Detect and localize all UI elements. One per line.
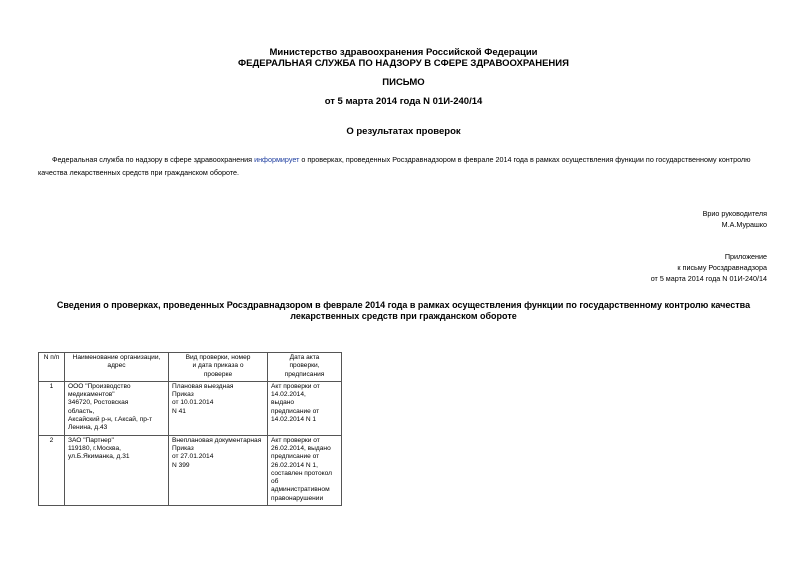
check-type-cell: Внеплановая документарная Приказ от 27.01.2014 N 399: [169, 435, 268, 505]
body-paragraph: [38, 153, 768, 179]
service-heading: ФЕДЕРАЛЬНАЯ СЛУЖБА ПО НАДЗОРУ В СФЕРЕ ЗДРАВООХРАНЕНИЯ: [238, 58, 569, 69]
doc-date-number: от 5 марта 2014 года N 01И-240/14: [324, 96, 483, 107]
check-type-cell: Плановая выездная Приказ от 10.01.2014 N 41: [169, 381, 268, 435]
doc-subject: О результатах проверок: [346, 126, 461, 137]
act-date-cell: Акт проверки от 14.02.2014, выдано предписание от 14.02.2014 N 1: [268, 381, 342, 435]
header-cell-check-type: Вид проверки, номер и дата приказа о проверке: [169, 353, 268, 382]
doc-type-heading: ПИСЬМО: [382, 77, 425, 88]
body-text-after: о проверках, проведенных Росздравнадзором в феврале 2014 года в рамках осуществления функции по государственному контролю качества лекарственных средств при гражданском обороте.: [38, 155, 751, 177]
header-cell-number: N п/п: [39, 353, 65, 382]
table-title-line-1: Сведения о проверках, проведенных Росздравнадзором в феврале 2014 года в рамках осуществления функции по государственному контролю качества: [56, 300, 751, 310]
inform-link[interactable]: информирует: [254, 155, 300, 164]
signature-name: М.А.Мурашко: [721, 220, 767, 229]
appendix-reference: к письму Росздравнадзора: [677, 263, 767, 272]
row-number: 1: [39, 381, 65, 435]
header-cell-organization: Наименование организации, адрес: [65, 353, 169, 382]
appendix-label: Приложение: [724, 252, 767, 261]
ministry-heading: Министерство здравоохранения Российской Федерации: [269, 47, 538, 58]
row-number: 2: [39, 435, 65, 505]
organization-cell: ООО "Производство медикаментов" 346720, Ростовская область, Аксайский р-н, г.Аксай, пр-т Ленина, д.43: [65, 381, 169, 435]
organization-cell: ЗАО "Партнер" 119180, г.Москва, ул.Б.Якиманка, д.31: [65, 435, 169, 505]
inspections-table: [38, 352, 342, 506]
table-header-row: [39, 353, 342, 382]
header-cell-act-date: Дата акта проверки, предписания: [268, 353, 342, 382]
table-row: [39, 381, 342, 435]
table-title-line-2: лекарственных средств при гражданском обороте: [290, 311, 517, 321]
signature-position: Врио руководителя: [702, 209, 767, 218]
body-text-before: Федеральная служба по надзору в сфере здравоохранения: [52, 155, 255, 164]
act-date-cell: Акт проверки от 26.02.2014, выдано предписание от 26.02.2014 N 1, составлен протокол об административном правонарушении: [268, 435, 342, 505]
table-row: [39, 435, 342, 505]
appendix-date-number: от 5 марта 2014 года N 01И-240/14: [650, 274, 767, 283]
